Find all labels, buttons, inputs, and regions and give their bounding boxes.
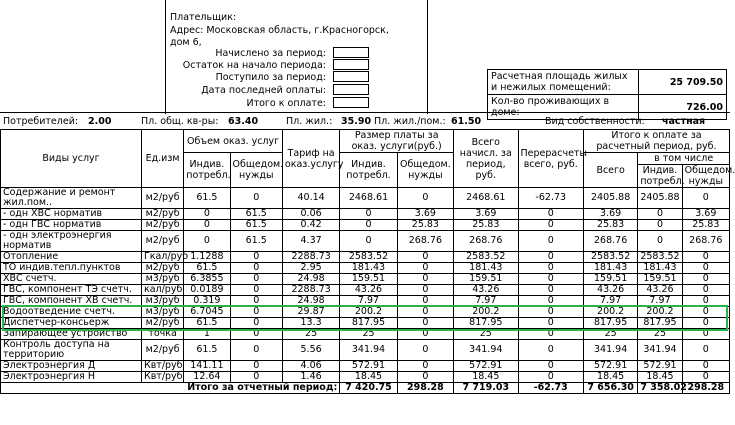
cell-due-ind: 817.95 [638,318,682,329]
cell-pay-ind: 159.51 [340,274,397,285]
cell-pay-ind: 817.95 [340,318,397,329]
footer-label: Итого за отчетный период: [1,383,340,394]
header-payment-common: Общедом. нужды [397,153,453,188]
residents-value: 726.00 [639,95,727,120]
cell-total: 3.69 [454,209,518,220]
cell-unit: м2/руб [141,220,183,231]
cell-due-ind: 2405.88 [638,188,682,209]
cell-due: 817.95 [583,318,637,329]
header-unit: Ед.изм [141,130,183,188]
opening-balance-box [333,59,369,70]
common-area-label: Пл. общ. кв-ры: [141,116,219,127]
cell-vol-common: 0 [230,340,282,361]
cell-name: - одн ГВС норматив [1,220,142,231]
cell-total: 2468.61 [454,188,518,209]
header-volume: Объем оказ. услуг [184,130,283,153]
cell-vol-common: 61.5 [230,220,282,231]
cell-total: 43.26 [454,285,518,296]
cell-tariff: 2.95 [282,263,339,274]
received-box [333,71,369,82]
cell-total: 817.95 [454,318,518,329]
cell-recalc: 0 [518,285,583,296]
cell-due-ind: 25 [638,329,682,340]
cell-total: 181.43 [454,263,518,274]
cell-total: 159.51 [454,274,518,285]
cell-pay-common: 0 [397,361,453,372]
cell-vol-ind: 0.319 [184,296,230,307]
charged-value-box [333,47,369,58]
cell-vol-ind: 141.11 [184,361,230,372]
cell-pay-ind: 0 [340,209,397,220]
cell-pay-common: 25.83 [397,220,453,231]
cell-vol-ind: 12.64 [184,372,230,383]
cell-due-ind: 159.51 [638,274,682,285]
total-due-label: Итого к оплате: [246,98,326,109]
cell-vol-common: 0 [230,307,282,318]
table-row [1,209,730,220]
cell-pay-ind: 341.94 [340,340,397,361]
header-total-charged: Всего начисл. за период, руб. [454,130,518,188]
cell-unit: Квт/руб [141,361,183,372]
cell-vol-ind: 6.7045 [184,307,230,318]
cell-pay-common: 0 [397,285,453,296]
table-row [1,188,730,209]
cell-recalc: 0 [518,318,583,329]
cell-due: 43.26 [583,285,637,296]
cell-name: Содержание и ремонт жил.пом.. [1,188,142,209]
cell-vol-common: 0 [230,329,282,340]
cell-vol-common: 0 [230,285,282,296]
cell-vol-common: 0 [230,361,282,372]
cell-vol-ind: 1 [184,329,230,340]
cell-due: 200.2 [583,307,637,318]
cell-due-ind: 572.91 [638,361,682,372]
cell-recalc: 0 [518,252,583,263]
cell-pay-common: 0 [397,252,453,263]
cell-total: 25 [454,329,518,340]
cell-tariff: 2288.73 [282,285,339,296]
cell-pay-common: 0 [397,340,453,361]
last-payment-label: Дата последней оплаты: [201,85,326,96]
cell-total: 25.83 [454,220,518,231]
table-row [1,263,730,274]
cell-due-ind: 0 [638,231,682,252]
cell-unit: м2/руб [141,209,183,220]
header-payment: Размер платы за оказ. услуги(руб.) [340,130,454,153]
cell-pay-ind: 43.26 [340,285,397,296]
table-row [1,340,730,361]
table-row [1,274,730,285]
cell-pay-common: 0 [397,188,453,209]
consumers-label: Потребителей: [3,116,79,127]
cell-total: 341.94 [454,340,518,361]
cell-vol-ind: 1.1288 [184,252,230,263]
area-table [487,69,727,120]
cell-unit: м2/руб [141,318,183,329]
cell-vol-common: 0 [230,188,282,209]
cell-due-ind: 200.2 [638,307,682,318]
cell-due-ind: 181.43 [638,263,682,274]
cell-recalc: 0 [518,263,583,274]
cell-pay-common: 0 [397,372,453,383]
payer-block [170,12,389,50]
charged-label: Начислено за период: [215,48,326,59]
cell-tariff: 13.3 [282,318,339,329]
cell-tariff: 4.37 [282,231,339,252]
header-payment-ind: Индив. потребл. [340,153,397,188]
footer-total-row [1,383,730,394]
cell-vol-ind: 0 [184,231,230,252]
cell-pay-common: 0 [397,318,453,329]
services-table [0,129,735,394]
cell-recalc: 0 [518,296,583,307]
cell-due: 181.43 [583,263,637,274]
cell-due-common: 0 [682,361,729,372]
cell-due-common: 0 [682,188,729,209]
cell-pay-ind: 18.45 [340,372,397,383]
table-row [1,361,730,372]
cell-total: 2583.52 [454,252,518,263]
footer-total: 7 719.03 [454,383,518,394]
cell-unit: Гкал/руб [141,252,183,263]
cell-pay-common: 0 [397,263,453,274]
cell-vol-ind: 6.3855 [184,274,230,285]
header-due-all: Всего [583,153,637,188]
cell-due-ind: 2583.52 [638,252,682,263]
cell-vol-ind: 0.0189 [184,285,230,296]
header-volume-ind: Индив. потребл. [184,153,230,188]
cell-pay-ind: 2468.61 [340,188,397,209]
cell-vol-ind: 0 [184,220,230,231]
cell-due-common: 268.76 [682,231,729,252]
cell-due: 268.76 [583,231,637,252]
cell-unit: м3/руб [141,296,183,307]
cell-due: 2583.52 [583,252,637,263]
cell-vol-common: 0 [230,274,282,285]
cell-unit: точка [141,329,183,340]
cell-unit: м2/руб [141,263,183,274]
cell-tariff: 1.46 [282,372,339,383]
header-service: Виды услуг [1,130,142,188]
cell-name: ТО индив.тепл.пунктов [1,263,142,274]
cell-pay-ind: 0 [340,231,397,252]
cell-due-ind: 7.97 [638,296,682,307]
cell-unit: кал/руб [141,285,183,296]
area-label: Расчетная площадь жилых и нежилых помещений: [488,70,639,95]
cell-tariff: 29.87 [282,307,339,318]
cell-total: 7.97 [454,296,518,307]
cell-name: Электроэнергия Н [1,372,142,383]
cell-due-common: 0 [682,307,729,318]
cell-total: 200.2 [454,307,518,318]
selection-highlight [2,305,728,331]
table-row [1,220,730,231]
living-area-label: Пл. жил.: [286,116,333,127]
cell-unit: м2/руб [141,188,183,209]
cell-pay-ind: 25 [340,329,397,340]
ownership-label: Вид собственности: [545,116,645,127]
consumers-line [0,116,730,128]
cell-vol-ind: 0 [184,209,230,220]
cell-due-ind: 43.26 [638,285,682,296]
cell-due: 7.97 [583,296,637,307]
cell-unit: Квт/руб [141,372,183,383]
cell-vol-ind: 61.5 [184,188,230,209]
cell-vol-ind: 61.5 [184,318,230,329]
header-divider-right [427,0,428,114]
cell-vol-common: 61.5 [230,209,282,220]
cell-due: 2405.88 [583,188,637,209]
cell-name: ХВС счетч. [1,274,142,285]
cell-pay-common: 0 [397,329,453,340]
cell-pay-ind: 2583.52 [340,252,397,263]
footer-due: 7 656.30 [583,383,637,394]
cell-pay-common: 0 [397,307,453,318]
header-total-due: Итого к оплате за расчетный период, руб. [583,130,729,153]
cell-recalc: 0 [518,220,583,231]
cell-due-common: 0 [682,263,729,274]
header-tariff: Тариф на оказ.услугу [282,130,339,188]
payer-address-house: дом 6, [170,37,202,48]
cell-pay-ind: 181.43 [340,263,397,274]
header-volume-common: Общедом. нужды [230,153,282,188]
cell-name: - одн ХВС норматив [1,209,142,220]
cell-name: Отопление [1,252,142,263]
cell-due-common: 0 [682,340,729,361]
cell-recalc: 0 [518,361,583,372]
cell-due-common: 0 [682,252,729,263]
cell-due-common: 0 [682,296,729,307]
payer-label: Плательщик: [170,12,237,23]
received-label: Поступило за период: [215,72,326,83]
cell-name: Водоотведение счетч. [1,307,142,318]
cell-recalc: 0 [518,209,583,220]
cell-vol-common: 0 [230,296,282,307]
living-rooms-label: Пл. жил./пом.: [374,116,446,127]
cell-pay-ind: 572.91 [340,361,397,372]
cell-due: 572.91 [583,361,637,372]
cell-name: Диспетчер-консьерж [1,318,142,329]
cell-name: Запирающее устройство [1,329,142,340]
header-due-ind: Индив. потребл. [638,165,682,188]
cell-due: 341.94 [583,340,637,361]
cell-due-ind: 341.94 [638,340,682,361]
cell-pay-ind: 7.97 [340,296,397,307]
cell-recalc: 0 [518,307,583,318]
cell-due: 18.45 [583,372,637,383]
cell-tariff: 2288.73 [282,252,339,263]
cell-tariff: 5.56 [282,340,339,361]
cell-vol-ind: 61.5 [184,263,230,274]
cell-tariff: 24.98 [282,296,339,307]
consumers-value: 2.00 [88,116,112,127]
cell-vol-common: 61.5 [230,231,282,252]
area-value: 25 709.50 [639,70,727,95]
cell-unit: м3/руб [141,307,183,318]
ownership-value: частная [662,116,706,127]
cell-unit: м3/руб [141,274,183,285]
cell-name: Электроэнергия Д [1,361,142,372]
cell-due: 25.83 [583,220,637,231]
cell-tariff: 25 [282,329,339,340]
cell-pay-common: 0 [397,274,453,285]
cell-pay-ind: 0 [340,220,397,231]
cell-tariff: 0.06 [282,209,339,220]
cell-due-ind: 0 [638,220,682,231]
table-row [1,372,730,383]
last-payment-box [333,84,369,95]
opening-balance-label: Остаток на начало периода: [182,60,326,71]
cell-due: 25 [583,329,637,340]
cell-due-common: 25.83 [682,220,729,231]
living-area-value: 35.90 [341,116,372,127]
footer-pay-common: 298.28 [397,383,453,394]
cell-unit: м2/руб [141,231,183,252]
table-row [1,231,730,252]
header-due-common: Общедом. нужды [682,165,729,188]
total-due-box [333,97,369,108]
table-row [1,285,730,296]
cell-tariff: 4.06 [282,361,339,372]
header-divider-left [165,0,166,114]
footer-due-common: 298.28 [682,383,729,394]
cell-recalc: 0 [518,329,583,340]
cell-recalc: 0 [518,274,583,285]
cell-due-common: 3.69 [682,209,729,220]
cell-name: Контроль доступа на территорию [1,340,142,361]
common-area-value: 63.40 [228,116,259,127]
payer-address: Адрес: Московская область, г.Красногорск, [170,24,389,36]
cell-total: 268.76 [454,231,518,252]
cell-due-ind: 0 [638,209,682,220]
cell-due: 159.51 [583,274,637,285]
cell-pay-common: 3.69 [397,209,453,220]
header-due-including: в том числе [638,153,730,165]
footer-recalc: -62.73 [518,383,583,394]
living-rooms-value: 61.50 [451,116,482,127]
cell-recalc: 0 [518,340,583,361]
cell-vol-ind: 61.5 [184,340,230,361]
table-row [1,252,730,263]
cell-recalc: 0 [518,231,583,252]
cell-vol-common: 0 [230,318,282,329]
cell-due: 3.69 [583,209,637,220]
footer-pay-ind: 7 420.75 [340,383,397,394]
cell-tariff: 24.98 [282,274,339,285]
cell-name: - одн электроэнергия норматив [1,231,142,252]
cell-recalc: 0 [518,372,583,383]
cell-name: ГВС, компонент ТЭ счетч. [1,285,142,296]
cell-recalc: -62.73 [518,188,583,209]
cell-due-common: 0 [682,318,729,329]
cell-tariff: 40.14 [282,188,339,209]
cell-vol-common: 0 [230,252,282,263]
cell-due-ind: 18.45 [638,372,682,383]
cell-unit: м2/руб [141,340,183,361]
cell-vol-common: 0 [230,372,282,383]
cell-due-common: 0 [682,329,729,340]
cell-due-common: 0 [682,372,729,383]
header-recalc: Перерасчеты всего, руб. [518,130,583,188]
cell-pay-common: 268.76 [397,231,453,252]
cell-total: 18.45 [454,372,518,383]
footer-due-ind: 7 358.02 [638,383,682,394]
cell-pay-common: 0 [397,296,453,307]
residents-label: Кол-во проживающих в доме: [488,95,639,120]
cell-name: ГВС, компонент ХВ счетч. [1,296,142,307]
cell-due-common: 0 [682,274,729,285]
cell-total: 572.91 [454,361,518,372]
cell-vol-common: 0 [230,263,282,274]
cell-tariff: 0.42 [282,220,339,231]
cell-due-common: 0 [682,285,729,296]
cell-pay-ind: 200.2 [340,307,397,318]
